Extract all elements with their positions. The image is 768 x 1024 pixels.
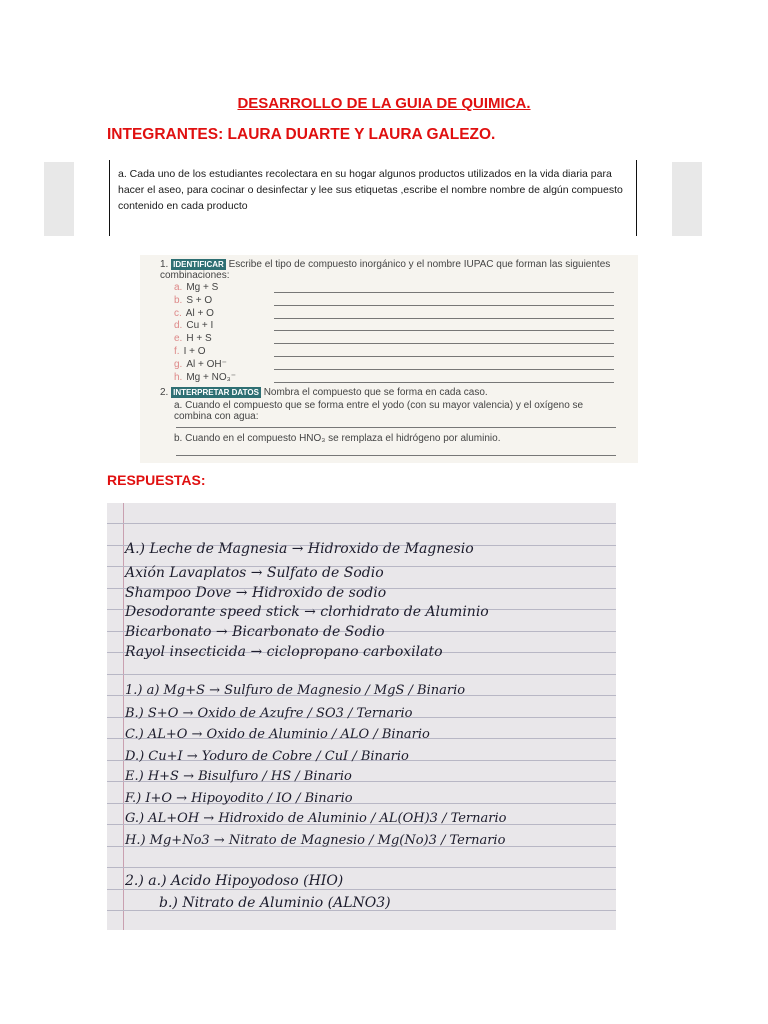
worksheet-image bbox=[140, 255, 638, 463]
worksheet-item bbox=[174, 308, 214, 319]
answer-line bbox=[274, 343, 614, 344]
item-letter: f. bbox=[174, 346, 180, 357]
handwritten-line: H.) Mg+No3 → Nitrato de Magnesio / Mg(No)3 / Ternario bbox=[125, 833, 506, 848]
document-title: DESARROLLO DE LA GUIA DE QUIMICA. bbox=[237, 95, 531, 112]
answer-line bbox=[274, 356, 614, 357]
notebook-rule bbox=[107, 867, 616, 868]
worksheet-item bbox=[174, 320, 213, 331]
identificar-tag: IDENTIFICAR bbox=[173, 260, 224, 269]
item-letter: b. bbox=[174, 294, 183, 306]
answer-line bbox=[274, 330, 614, 331]
worksheet-item bbox=[174, 346, 206, 357]
q1-number: 1. bbox=[160, 259, 169, 270]
worksheet-item bbox=[174, 333, 212, 344]
answer-line bbox=[274, 369, 614, 370]
item-formula: I + O bbox=[183, 346, 206, 357]
answer-line bbox=[274, 305, 614, 306]
handwritten-line: C.) AL+O → Oxido de Aluminio / ALO / Binario bbox=[125, 727, 430, 742]
worksheet-item bbox=[174, 295, 212, 306]
q2a-text: a. Cuando el compuesto que se forma entre el yodo (con su mayor valencia) y el oxígeno se combina con agua: bbox=[174, 400, 584, 422]
handwritten-line: F.) I+O → Hipoyodito / IO / Binario bbox=[125, 791, 353, 806]
item-letter: e. bbox=[174, 333, 183, 345]
handwritten-line: Axión Lavaplatos → Sulfato de Sodio bbox=[125, 565, 384, 581]
item-letter: g. bbox=[174, 358, 183, 370]
handwritten-line: b.) Nitrato de Aluminio (ALNO3) bbox=[159, 895, 391, 911]
q1-text: Escribe el tipo de compuesto inorgánico y el nombre IUPAC que forman las siguientes combinaciones: bbox=[160, 259, 611, 281]
item-formula: Mg + S bbox=[186, 282, 219, 293]
handwritten-line: Shampoo Dove → Hidroxido de sodio bbox=[125, 585, 387, 601]
item-letter: a. bbox=[174, 282, 183, 293]
handwritten-answers-photo bbox=[107, 503, 616, 930]
notebook-rule bbox=[107, 674, 616, 675]
handwritten-line: Desodorante speed stick → clorhidrato de Aluminio bbox=[125, 604, 489, 620]
handwritten-line: Bicarbonato → Bicarbonato de Sodio bbox=[125, 624, 385, 640]
handwritten-line: G.) AL+OH → Hidroxido de Aluminio / AL(OH)3 / Ternario bbox=[125, 811, 507, 826]
item-formula: Cu + I bbox=[186, 320, 214, 332]
handwritten-line: A.) Leche de Magnesia → Hidroxido de Magnesio bbox=[125, 541, 474, 557]
handwritten-line: B.) S+O → Oxido de Azufre / SO3 / Ternario bbox=[125, 706, 413, 721]
interpretar-tag: INTERPRETAR DATOS bbox=[173, 388, 259, 397]
item-formula: Mg + NO₃⁻ bbox=[186, 371, 236, 383]
answer-line bbox=[274, 292, 614, 293]
q2-number: 2. bbox=[160, 387, 169, 398]
members-line: INTEGRANTES: LAURA DUARTE Y LAURA GALEZO. bbox=[107, 126, 496, 143]
item-formula: S + O bbox=[186, 294, 213, 306]
handwritten-line: E.) H+S → Bisulfuro / HS / Binario bbox=[125, 769, 352, 784]
answer-line bbox=[274, 318, 614, 319]
item-letter: h. bbox=[174, 371, 183, 383]
worksheet-item bbox=[174, 372, 236, 383]
handwritten-line: Rayol insecticida → ciclopropano carboxilato bbox=[125, 644, 443, 660]
handwritten-line: D.) Cu+I → Yoduro de Cobre / CuI / Binario bbox=[125, 749, 409, 764]
task-instructions: a. Cada uno de los estudiantes recolectara en su hogar algunos productos utilizados en la vida diaria para hacer el aseo, para cocinar o desinfectar y lee sus etiquetas ,escribe el nombre nombre de algún compuesto contenido en cada producto bbox=[109, 160, 637, 236]
item-formula: H + S bbox=[186, 333, 212, 345]
handwritten-line: 2.) a.) Acido Hipoyodoso (HIO) bbox=[125, 873, 344, 889]
q2-text: Nombra el compuesto que se forma en cada caso. bbox=[263, 387, 488, 398]
handwritten-line: 1.) a) Mg+S → Sulfuro de Magnesio / MgS / Binario bbox=[125, 683, 466, 698]
gray-block-left bbox=[44, 162, 74, 236]
item-letter: c. bbox=[174, 307, 182, 319]
worksheet-item bbox=[174, 282, 218, 293]
item-letter: d. bbox=[174, 320, 183, 332]
worksheet-item bbox=[174, 359, 227, 370]
answer-line bbox=[274, 382, 614, 383]
q2b-text: b. Cuando en el compuesto HNO₃ se remplaza el hidrógeno por aluminio. bbox=[174, 433, 501, 444]
item-formula: Al + O bbox=[185, 307, 214, 319]
answers-heading: RESPUESTAS: bbox=[107, 472, 206, 488]
notebook-rule bbox=[107, 523, 616, 524]
gray-block-right bbox=[672, 162, 702, 236]
item-formula: Al + OH⁻ bbox=[186, 358, 227, 370]
